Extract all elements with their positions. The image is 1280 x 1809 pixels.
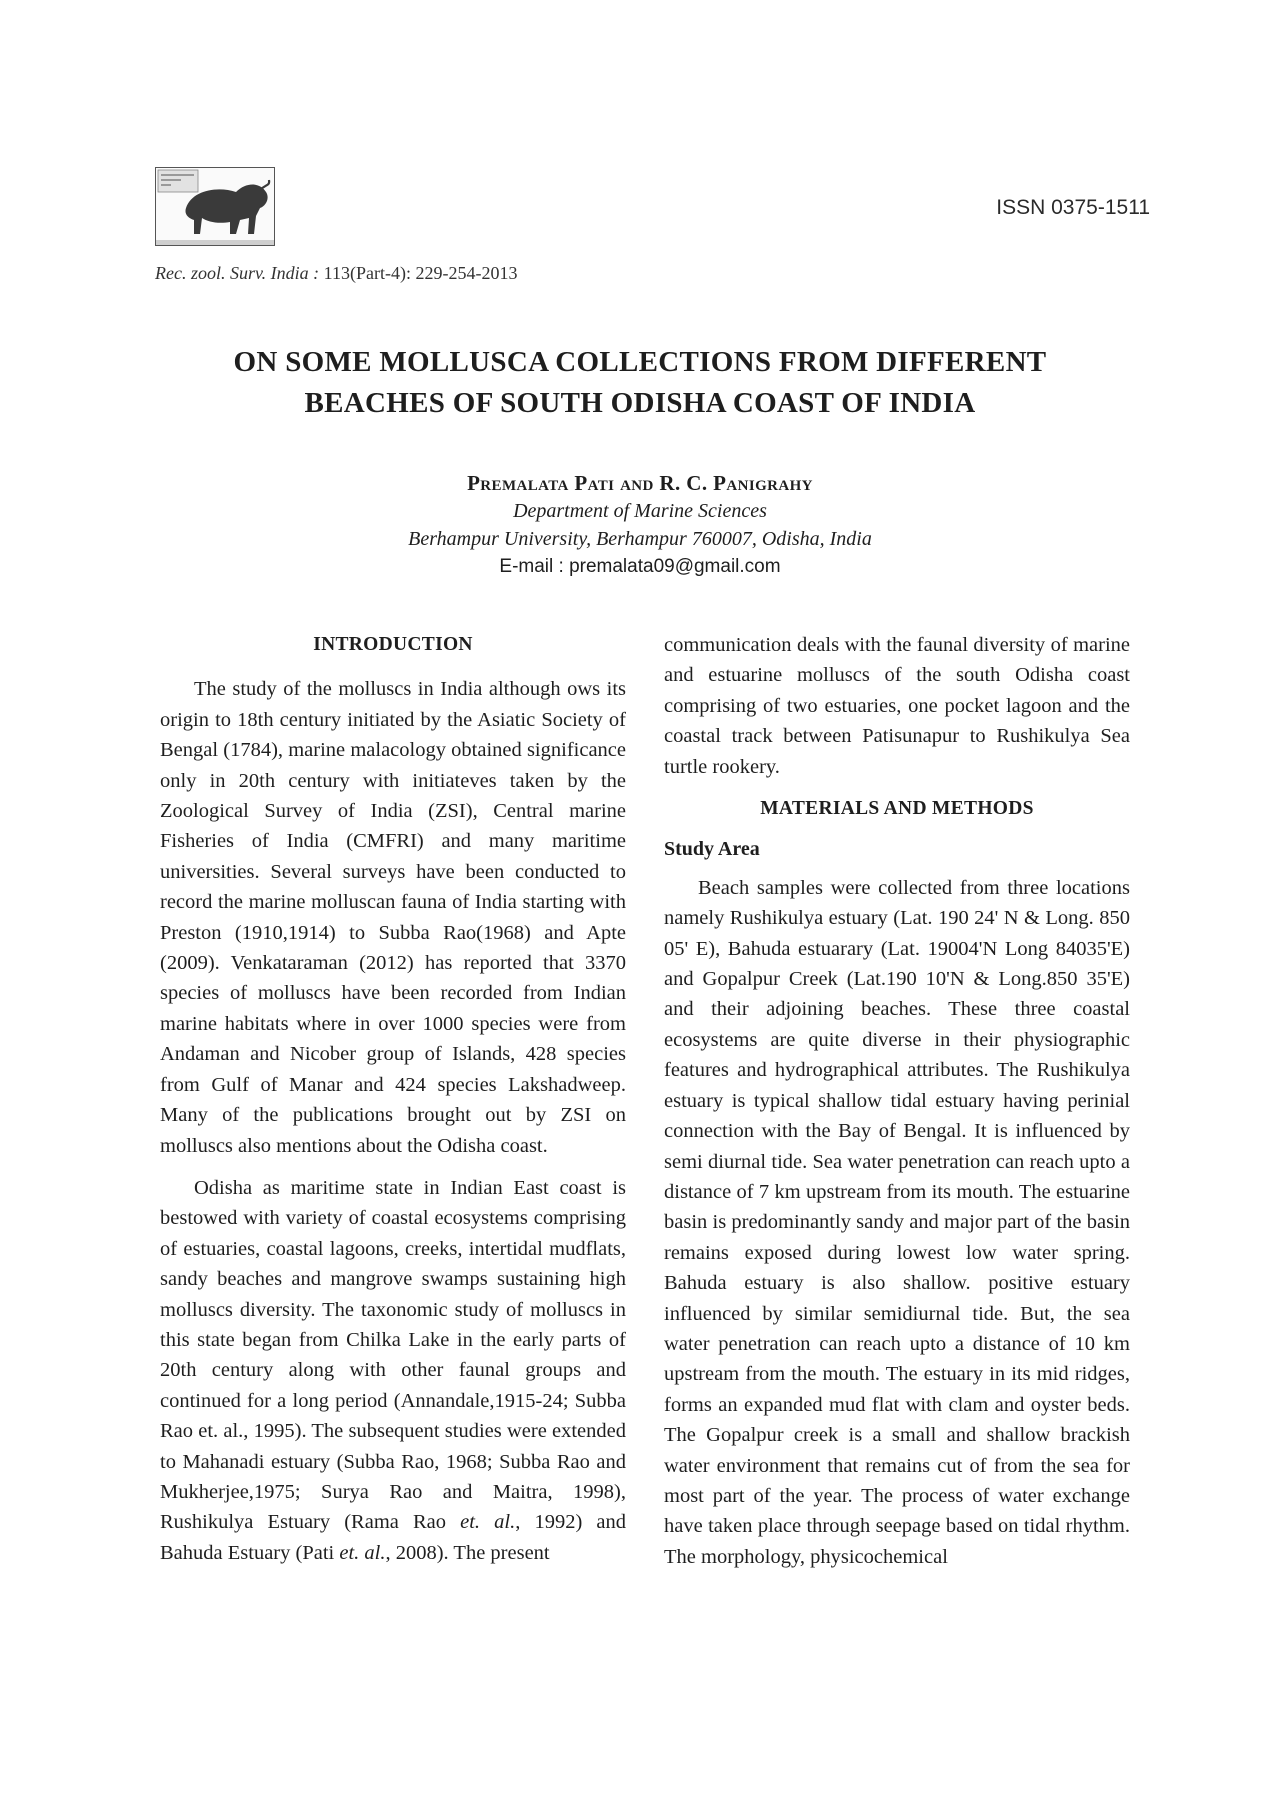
title-line-1: ON SOME MOLLUSCA COLLECTIONS FROM DIFFERENT [233, 346, 1047, 378]
et-al-italic: et. al. [460, 1511, 516, 1534]
affiliation-university: Berhampur University, Berhampur 760007, Odisha, India [408, 528, 872, 550]
et-al-italic: et. al. [339, 1541, 386, 1564]
subheading-study-area: Study Area [664, 838, 760, 861]
study-area-paragraph: Beach samples were collected from three locations namely Rushikulya estuary (Lat. 190 24' N & Long. 850 05' E), Bahuda estuarary (Lat. 19004'N Long 84035'E) and Gopalpur Creek (Lat.190 10'N & Long.850 35'E) and their adjoining beaches. These three coastal ecosystems are quite diverse in their physiographic features and hydrographical attributes. The Rushikulya estuary is typical shallow tidal estuary having perinial connection with the Bay of Bengal. It is influenced by semi diurnal tide. Sea water penetration can reach upto a distance of 7 km upstream from its mouth. The estuarine basin is predominantly sandy and major part of the basin remains exposed during lowest low water spring. Bahuda estuary is also shallow. positive estuary influenced by similar semidiurnal tide. But, the sea water penetration can reach upto a distance of 10 km upstream from the mouth. The estuary in its mid ridges, forms an expanded mud flat with clam and oyster beds. The Gopalpur creek is a small and shallow brackish water environment that remains cut of from the sea for most part of the year. The process of water exchange have taken place through seepage based on tidal rhythm. The morphology, physicochemical [664, 876, 1130, 1568]
intro-paragraph-1: The study of the molluscs in India although ows its origin to 18th century initiated by the Asiatic Society of Bengal (1784), marine malacology obtained significance only in 20th century with initiateves taken by the Zoological Survey of India (ZSI), Central marine Fisheries of India (CMFRI) and many maritime universities. Several surveys have been conducted to record the marine molluscan fauna of India starting with Preston (1910,1914) to Subba Rao(1968) and Apte (2009). Venkataraman (2012) has reported that 3370 species of molluscs have been recorded from Indian marine habitats where in over 1000 species were from Andaman and Nicober group of Islands, 428 species from Gulf of Manar and 424 species Lakshadweep. Many of the publications brought out by ZSI on molluscs also mentions about the Odisha coast. [160, 678, 626, 1157]
title-line-2: BEACHES OF SOUTH ODISHA COAST OF INDIA [304, 387, 976, 419]
paper-title [0, 342, 1280, 424]
zsi-logo [155, 167, 275, 246]
intro-paragraph-2-text-c: , 2008). The present [385, 1541, 550, 1564]
bison-emblem-icon [156, 168, 274, 245]
section-heading-methods: MATERIALS AND METHODS [760, 798, 1034, 820]
affiliation-department: Department of Marine Sciences [513, 500, 767, 522]
right-column [664, 630, 1130, 1572]
section-heading-introduction: INTRODUCTION [313, 634, 473, 655]
intro-paragraph-2-text-a: Odisha as maritime state in Indian East coast is bestowed with variety of coastal ecosystems comprising of estuaries, coastal lagoons, creeks, intertidal mudflats, sandy beaches and mangrove swamps sustaining high molluscs diversity. The taxonomic study of molluscs in this state began from Chilka Lake in the early parts of 20th century along with other faunal groups and continued for a long period (Annandale,1915-24; Subba Rao et. al., 1995). The subsequent studies were extended to Mahanadi estuary (Subba Rao, 1968; Subba Rao and Mukherjee,1975; Surya Rao and Maitra, 1998), Rushikulya Estuary (Rama Rao [160, 1176, 626, 1534]
left-column [160, 630, 626, 1568]
intro-paragraph-continued: communication deals with the faunal diversity of marine and estuarine molluscs of the south Odisha coast comprising of two estuaries, one pocket lagoon and the coastal track between Patisunapur to Rushikulya Sea turtle rookery. [664, 634, 1130, 778]
intro-paragraph-2-text-b: , 1992) and Bahuda Estuary (Pati [160, 1511, 626, 1564]
author-email: E-mail : premalata09@gmail.com [499, 556, 781, 577]
issn-number: ISSN 0375-1511 [996, 196, 1150, 219]
journal-citation [155, 263, 517, 284]
volume-pages: 113(Part-4): 229-254-2013 [319, 263, 518, 283]
journal-name: Rec. zool. Surv. India : [155, 263, 320, 283]
author-names: Premalata Pati and R. C. Panigrahy [467, 471, 813, 495]
author-block [0, 469, 1280, 581]
intro-paragraph-2 [160, 1173, 626, 1568]
